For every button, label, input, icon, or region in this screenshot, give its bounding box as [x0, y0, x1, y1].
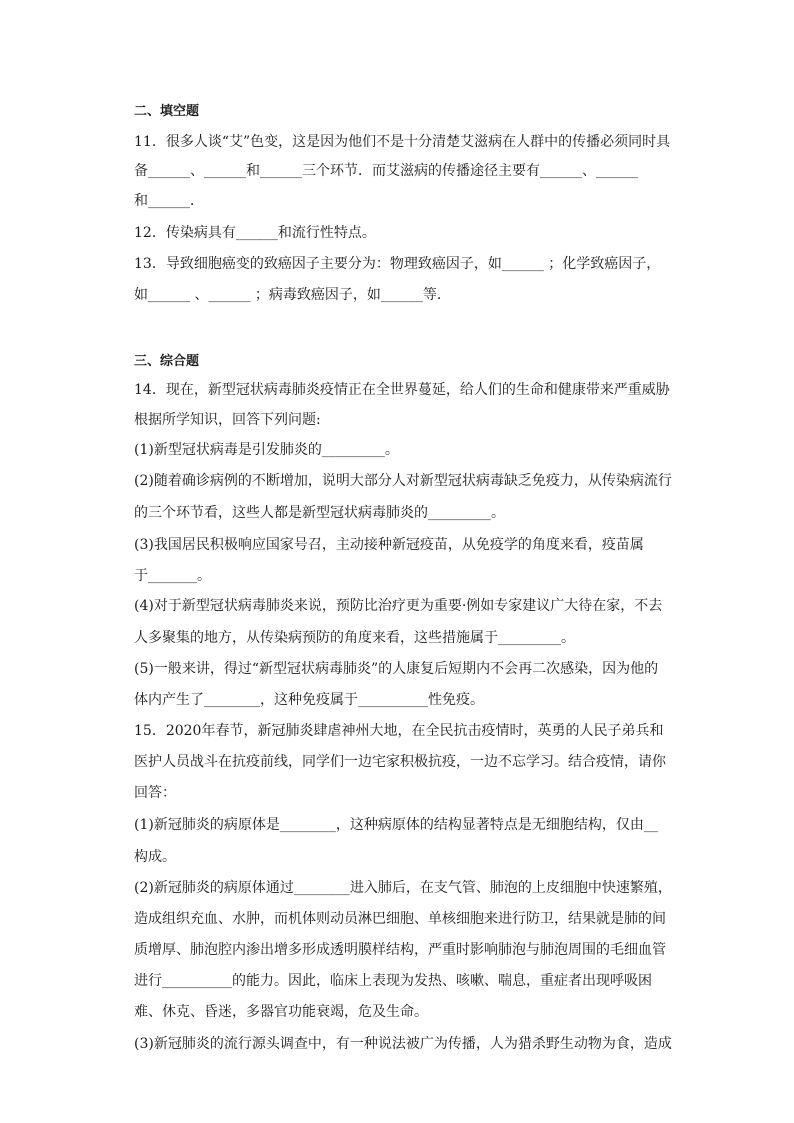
question-14-line-1: 14．现在，新型冠状病毒肺炎疫情正在全世界蔓延，给人们的生命和健康带来严重威胁: [134, 382, 670, 398]
question-15-line-9: 进行__________的能力。因此，临床上表现为发热、咳嗽、喘息，重症者出现呼吸困: [134, 973, 652, 989]
question-14-line-8: (4)对于新型冠状病毒肺炎来说，预防比治疗更为重要·例如专家建议广大待在家，不去: [134, 598, 663, 614]
question-14-line-5: 的三个环节看，这些人都是新型冠状病毒肺炎的_________。: [134, 505, 505, 521]
question-13-line-2: 如______ 、______ ；病毒致癌因子，如______等．: [134, 287, 451, 303]
question-11-line-1: 11．很多人谈“艾”色变，这是因为他们不是十分清楚艾滋病在人群中的传播必须同时具: [134, 134, 671, 150]
section-heading-comprehensive: 三、综合题: [134, 354, 200, 369]
question-14-line-4: (2)随着确诊病例的不断增加，说明大部分人对新型冠状病毒缺乏免疫力，从传染病流行: [134, 473, 672, 489]
question-15-line-4: (1)新冠肺炎的病原体是________，这种病原体的结构显著特点是无细胞结构，仅由__: [134, 817, 658, 833]
question-15-line-7: 造成组织充血、水肿，而机体则动员淋巴细胞、单核细胞来进行防卫，结果就是肺的间: [134, 911, 666, 927]
question-13-line-1: 13．导致细胞癌变的致癌因子主要分为：物理致癌因子，如______ ；化学致癌因子，: [134, 256, 661, 272]
question-15-line-5: 构成。: [134, 849, 176, 865]
question-15-line-3: 回答：: [134, 785, 176, 801]
question-15-line-6: (2)新冠肺炎的病原体通过________进入肺后，在支气管、肺泡的上皮细胞中快速繁殖，: [134, 880, 672, 896]
question-14-line-6: (3)我国居民积极响应国家号召，主动接种新冠疫苗，从免疫学的角度来看，疫苗属: [134, 537, 644, 553]
question-14-line-2: 根据所学知识，回答下列问题:: [134, 412, 321, 428]
question-15-line-1: 15．2020年春节，新冠肺炎肆虐神州大地，在全民抗击疫情时，英勇的人民子弟兵和: [134, 723, 664, 739]
question-15-line-8: 质增厚、肺泡腔内渗出增多形成透明膜样结构，严重时影响肺泡与肺泡周围的毛细血管: [134, 942, 666, 958]
question-14-line-11: 体内产生了________，这种免疫属于__________性免疫。: [134, 692, 484, 708]
question-12: 12．传染病具有______和流行性特点。: [134, 225, 376, 241]
question-14-line-10: (5)一般来讲，得过“新型冠状病毒肺炎”的人康复后短期内不会再二次感染，因为他的: [134, 661, 659, 677]
question-15-line-10: 难、休克、昏迷，多器官功能衰竭，危及生命。: [134, 1004, 428, 1020]
question-11-line-2: 备______、______和______三个环节．而艾滋病的传播途径主要有______、______: [134, 163, 638, 179]
question-14-line-7: 于_______。: [134, 568, 211, 584]
question-15-line-2: 医护人员战斗在抗疫前线，同学们一边宅家积极抗疫，一边不忘学习。结合疫情，请你: [134, 754, 666, 770]
question-14-line-3: (1)新型冠状病毒是引发肺炎的_________。: [134, 442, 399, 458]
question-14-line-9: 人多聚集的地方，从传染病预防的角度来看，这些措施属于_________。: [134, 630, 575, 646]
section-heading-fill: 二、填空题: [134, 104, 200, 119]
question-11-line-3: 和______．: [134, 193, 204, 209]
question-15-line-11: (3)新冠肺炎的流行源头调查中，有一种说法被广为传播，人为猎杀野生动物为食，造成: [134, 1036, 672, 1052]
